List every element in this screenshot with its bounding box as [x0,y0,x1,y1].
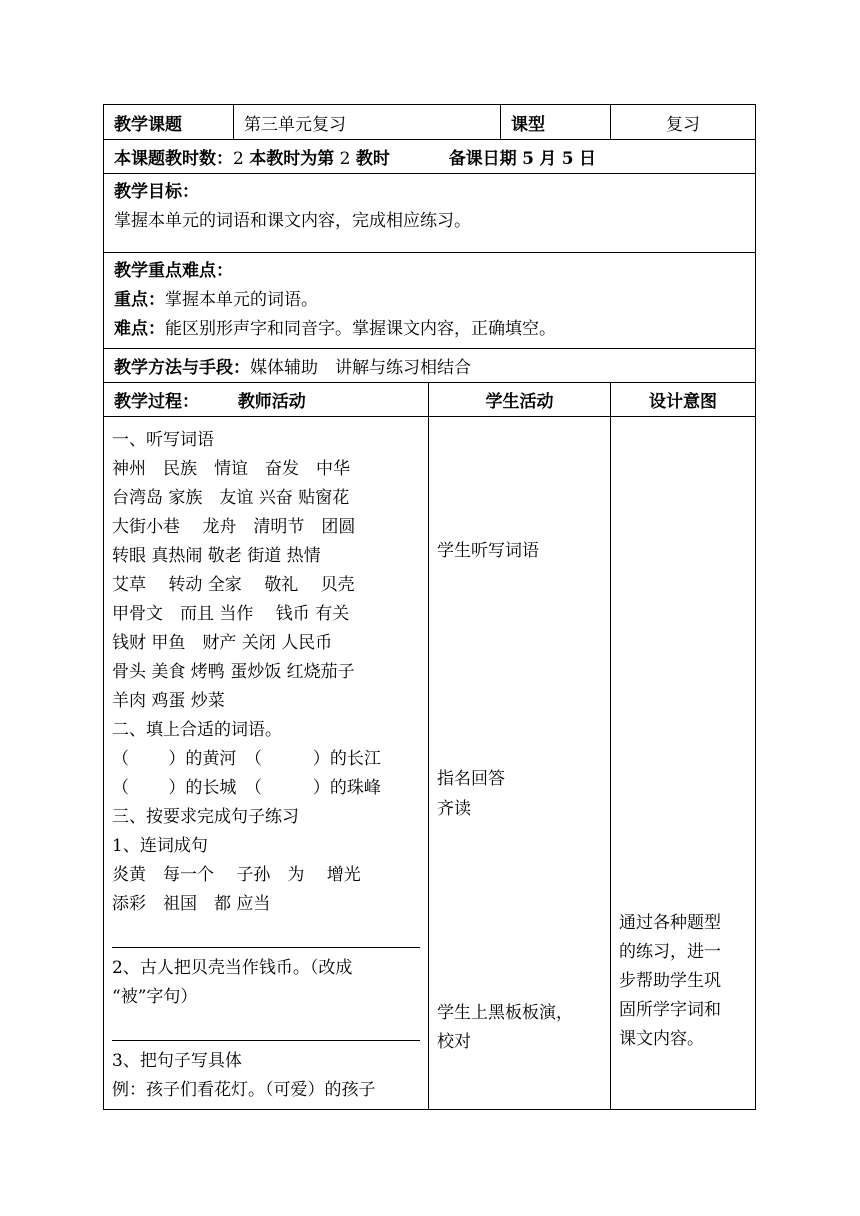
hours-row [104,140,756,174]
teacher-header-cell [104,383,429,417]
design-intent-line: 步帮助学生巩 [619,971,721,991]
methods-label: 教学方法与手段： [114,358,250,378]
hours-mid: 本教时为第 [249,149,335,169]
word-line: 甲骨文 而且 当作 钱币 有关 [112,603,350,624]
key-point-line [114,286,745,315]
design-intent-line: 的练习，进一 [619,942,721,962]
date-label: 备课日期 [448,149,517,169]
design-intent-header: 设计意图 [611,383,756,417]
hours-current: 2 [339,149,351,169]
key-label: 重点： [114,290,165,310]
date-day: 5 [561,149,574,169]
date-month-unit: 月 [539,149,557,169]
design-intent-line: 课文内容。 [619,1029,704,1049]
process-label: 教学过程： [114,392,199,412]
hours-label: 本课题教时数： [114,149,233,169]
fill-blank-line: （ ）的黄河 （ ）的长江 [112,748,381,769]
methods-row [104,349,756,383]
methods-text: 媒体辅助 讲解与练习相结合 [250,358,471,378]
student-activity-cell [429,417,611,1110]
objectives-text: 掌握本单元的词语和课文内容，完成相应练习。 [114,211,471,231]
key-points-row [104,253,756,349]
student-activity-board: 学生上黑板板演， [437,1003,573,1023]
word-line: 钱财 甲鱼 财产 关闭 人民币 [112,632,333,653]
question3-example: 例：孩子们看花灯。（可爱）的孩子 [112,1079,376,1100]
hours-cell [104,140,756,174]
question2-line: “被”字句） [112,986,198,1007]
process-header-row [104,383,756,417]
topic-row [104,105,756,140]
methods-cell [104,349,756,383]
word-line: 羊肉 鸡蛋 炒菜 [112,690,225,711]
question1-line: 添彩 祖国 都 应当 [112,893,271,914]
objectives-cell [104,174,756,253]
student-activity-dictation: 学生听写词语 [437,541,539,561]
teacher-activity-header: 教师活动 [237,392,306,412]
date-day-unit: 日 [579,149,596,169]
difficulty-text: 能区别形声字和同音字。掌握课文内容，正确填空。 [165,319,556,339]
design-intent-line: 固所学字词和 [619,1000,721,1020]
teacher-activity-cell [104,417,429,1110]
question1-line: 炎黄 每一个 子孙 为 增光 [112,864,361,885]
objectives-row [104,174,756,253]
key-points-label: 教学重点难点： [114,261,233,281]
word-line: 转眼 真热闹 敬老 街道 热情 [112,545,321,566]
key-points-cell [104,253,756,349]
difficulty-label: 难点： [114,319,165,339]
hours-total: 2 [233,149,244,169]
word-line: 神州 民族 情谊 奋发 中华 [112,458,350,479]
word-line: 大街小巷 龙舟 清明节 团圆 [112,516,356,537]
lesson-plan-table [103,104,756,1110]
student-activity-read: 齐读 [437,799,471,819]
difficulty-line [114,315,745,344]
section3-title: 三、按要求完成句子练习 [112,806,299,827]
question3-title: 3、把句子写具体 [112,1050,242,1071]
objectives-label: 教学目标： [114,182,199,202]
process-body-row [104,417,756,1110]
word-line: 艾草 转动 全家 敬礼 贝壳 [112,574,355,595]
question2-line: 2、古人把贝壳当作钱币。（改成 [112,957,353,978]
design-intent-line: 通过各种题型 [619,913,721,933]
design-intent-text [619,909,721,1054]
student-activity-answer: 指名回答 [437,769,505,789]
word-line: 骨头 美食 烤鸭 蛋炒饭 红烧茄子 [112,661,355,682]
topic-value: 第三单元复习 [234,105,501,140]
question1-title: 1、连词成句 [112,835,208,856]
type-label: 课型 [501,105,611,140]
fill-blank-line: （ ）的长城 （ ）的珠峰 [112,777,381,798]
key-text: 掌握本单元的词语。 [165,290,318,310]
student-activity-header: 学生活动 [429,383,611,417]
design-intent-cell [611,417,756,1110]
topic-label: 教学课题 [104,105,234,140]
word-line: 台湾岛 家族 友谊 兴奋 贴窗花 [112,487,350,508]
section2-title: 二、填上合适的词语。 [112,719,282,740]
type-value: 复习 [611,105,756,140]
answer-line [112,923,420,948]
hours-unit: 教时 [355,149,390,169]
student-activity-check: 校对 [437,1032,471,1052]
section1-title: 一、听写词语 [112,429,214,450]
answer-line [112,1016,420,1041]
date-month: 5 [522,149,534,169]
